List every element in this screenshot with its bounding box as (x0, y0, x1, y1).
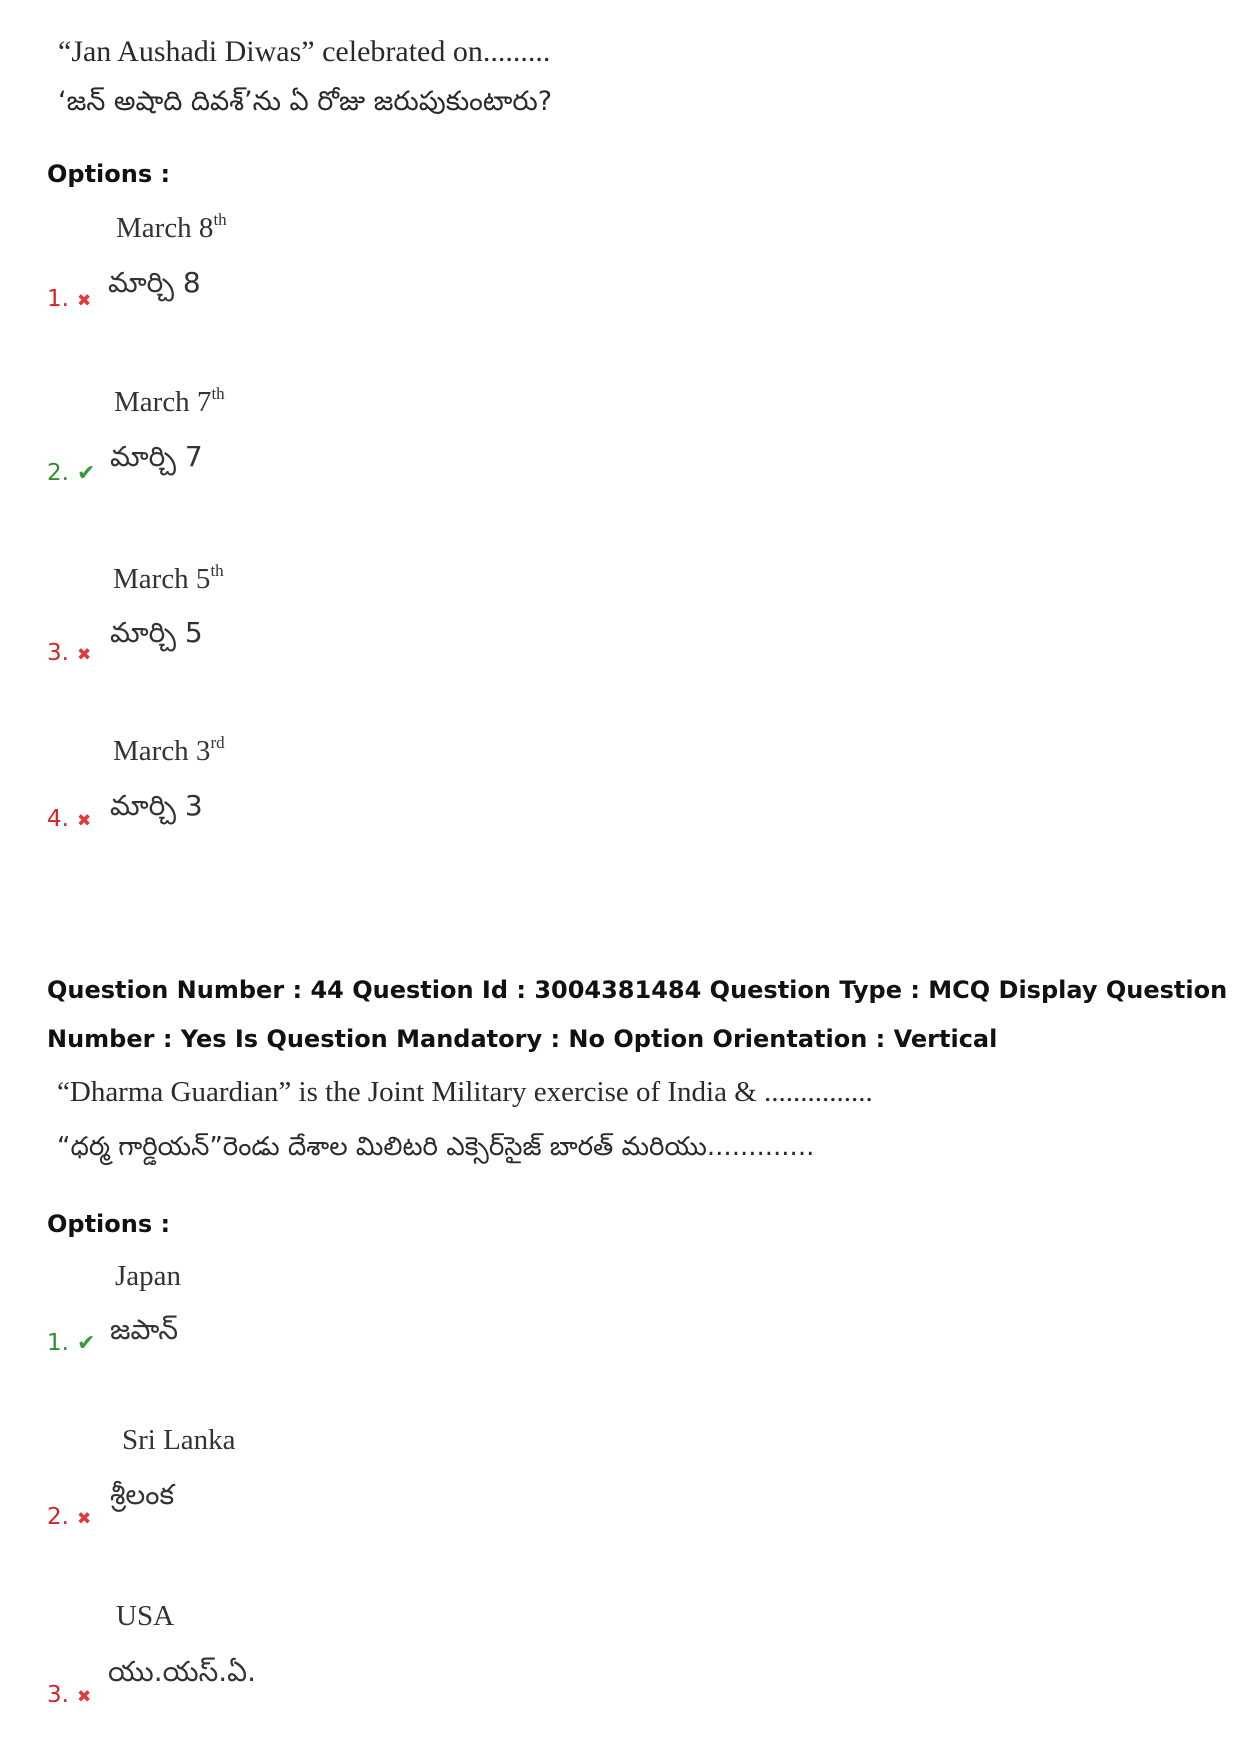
option-en: USA (116, 1600, 175, 1632)
option-number-row[interactable] (47, 1682, 91, 1708)
option-en: Japan (115, 1260, 182, 1292)
wrong-icon: ✖ (76, 1687, 92, 1707)
option-en: March 3rd (113, 733, 225, 767)
option-number-row[interactable] (47, 640, 91, 666)
option-number-row[interactable] (47, 286, 91, 312)
question-meta-line-1: Question Number : 44 Question Id : 3004381484 Question Type : MCQ Display Question (47, 976, 1228, 1004)
check-icon: ✔ (76, 1331, 96, 1356)
check-icon: ✔ (76, 461, 96, 486)
option-en: March 7th (114, 384, 225, 418)
option-en: March 8th (116, 210, 227, 244)
wrong-icon: ✖ (76, 645, 92, 665)
question-text-en: “Dharma Guardian” is the Joint Military exercise of India & ............... (57, 1076, 873, 1108)
option-number: 3. (47, 640, 69, 666)
option-number-row[interactable] (47, 1330, 95, 1356)
options-label: Options : (47, 1210, 171, 1238)
option-te: శ్రీలంక (110, 1478, 175, 1511)
option-number: 2. (47, 1504, 69, 1530)
option-number: 2. (47, 460, 69, 486)
option-te: మార్చి 5 (110, 616, 203, 649)
options-label: Options : (47, 160, 171, 188)
wrong-icon: ✖ (76, 291, 92, 311)
option-number-row[interactable] (47, 806, 91, 832)
option-te: మార్చి 3 (110, 789, 203, 822)
option-number-row[interactable] (47, 1504, 91, 1530)
wrong-icon: ✖ (76, 811, 92, 831)
option-te: యు.యస్.ఏ. (108, 1655, 256, 1688)
option-number-row[interactable] (47, 460, 95, 486)
option-te: మార్చి 8 (108, 266, 201, 299)
option-te: జపాన్ (110, 1313, 178, 1346)
wrong-icon: ✖ (76, 1509, 92, 1529)
question-text-te: “ధర్మ గార్డియన్”రెండు దేశాల మిలిటరి ఎక్సెర్‌సైజ్ బారత్ మరియు............. (57, 1132, 815, 1162)
question-text-te: ‘జన్ అషాది దివశ్’ను ఏ రోజు జరుపుకుంటారు? (58, 86, 553, 117)
option-number: 1. (47, 1330, 69, 1356)
option-number: 1. (47, 286, 69, 312)
question-text-en: “Jan Aushadi Diwas” celebrated on......... (58, 35, 551, 68)
option-en: Sri Lanka (122, 1424, 236, 1456)
question-meta-line-2: Number : Yes Is Question Mandatory : No Option Orientation : Vertical (47, 1025, 998, 1053)
option-te: మార్చి 7 (110, 440, 203, 473)
option-number: 4. (47, 806, 69, 832)
option-number: 3. (47, 1682, 69, 1708)
option-en: March 5th (113, 561, 224, 595)
